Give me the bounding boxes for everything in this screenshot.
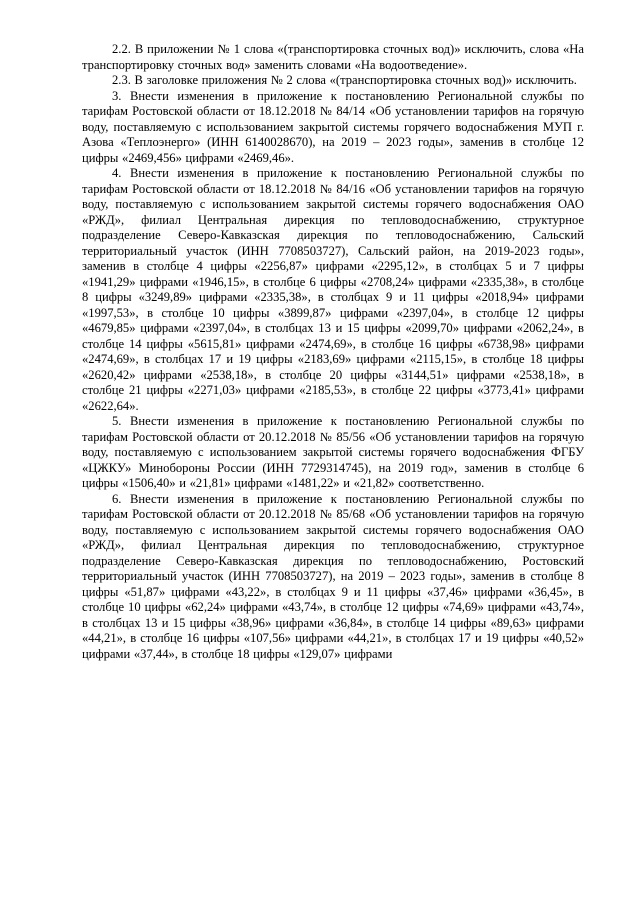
paragraph-5: 5. Внести изменения в приложение к постановлению Региональной службы по тарифам Ростовской области от 20.12.2018 № 85/56 «Об установлении тарифов на горячую воду, поставляемую с использованием закрытой системы горячего водоснабжения ФГБУ «ЦЖКУ» Минобороны России (ИНН 7729314745), на 2019 год», заменив в столбце 6 цифры «1506,40» и «21,81» цифрами «1481,22» и «21,82» соответственно. <box>82 414 584 490</box>
paragraph-3: 3. Внести изменения в приложение к постановлению Региональной службы по тарифам Ростовской области от 18.12.2018 № 84/14 «Об установлении тарифов на горячую воду, поставляемую с использованием закрытой системы горячего водоснабжения МУП г. Азова «Теплоэнерго» (ИНН 6140028670), на 2019 – 2023 годы», заменив в столбце 12 цифры «2469,456» цифрами «2469,46». <box>82 88 584 165</box>
paragraph-4: 4. Внести изменения в приложение к постановлению Региональной службы по тарифам Ростовской области от 18.12.2018 № 84/16 «Об установлении тарифов на горячую воду, поставляемую с использованием закрытой системы горячего водоснабжения ОАО «РЖД», филиал Центральная дирекция по тепловодоснабжению, структурное подразделение Северо-Кавказская дирекция по тепловодоснабжению, Сальский территориальный участок (ИНН 7708503727), Сальский район, на 2019-2023 годы», заменив в столбце 4 цифры «2256,87» цифрами «2295,12», в столбцах 5 и 7 цифры «1941,29» цифрами «1946,15», в столбце 6 цифры «2708,24» цифрами «2335,38», в столбце 8 цифры «3249,89» цифрами «2335,38», в столбцах 9 и 11 цифры «2018,94» цифрами «1997,53», в столбце 10 цифры «3899,87» цифрами «2397,04», в столбце 12 цифры «4679,85» цифрами «2397,04», в столбцах 13 и 15 цифры «2099,70» цифрами «2062,24», в столбце 14 цифры «5615,81» цифрами «2474,69», в столбце 16 цифры «6738,98» цифрами «2474,69», в столбцах 17 и 19 цифры «2183,69» цифрами «2115,15», в столбце 18 цифры «2620,42» цифрами «2538,18», в столбце 20 цифры «3144,51» цифрами «2538,18», в столбце 21 цифры «2271,03» цифрами «2185,53», в столбце 22 цифры «3773,41» цифрами «2622,64». <box>82 166 584 413</box>
paragraph-2-2: 2.2. В приложении № 1 слова «(транспортировка сточных вод)» исключить, слова «На транспортировку сточных вод» заменить словами «На водоотведение». <box>82 42 584 72</box>
paragraph-6: 6. Внести изменения в приложение к постановлению Региональной службы по тарифам Ростовской области от 20.12.2018 № 85/68 «Об установлении тарифов на горячую воду, поставляемую с использованием закрытой системы горячего водоснабжения ОАО «РЖД», филиал Центральная дирекция по тепловодоснабжению, структурное подразделение Северо-Кавказская дирекция по тепловодоснабжению, Ростовский территориальный участок (ИНН 7708503727), на 2019 – 2023 годы», заменив в столбце 8 цифры «51,87» цифрами «43,22», в столбцах 9 и 11 цифры «37,46» цифрами «36,45», в столбце 10 цифры «62,24» цифрами «43,74», в столбце 12 цифры «74,69» цифрами «43,74», в столбцах 13 и 15 цифры «38,96» цифрами «36,84», в столбце 14 цифры «89,63» цифрами «44,21», в столбце 16 цифры «107,56» цифрами «44,21», в столбцах 17 и 19 цифры «40,52» цифрами «37,44», в столбце 18 цифры «129,07» цифрами <box>82 491 584 661</box>
paragraph-2-3: 2.3. В заголовке приложения № 2 слова «(транспортировка сточных вод)» исключить. <box>112 73 577 87</box>
